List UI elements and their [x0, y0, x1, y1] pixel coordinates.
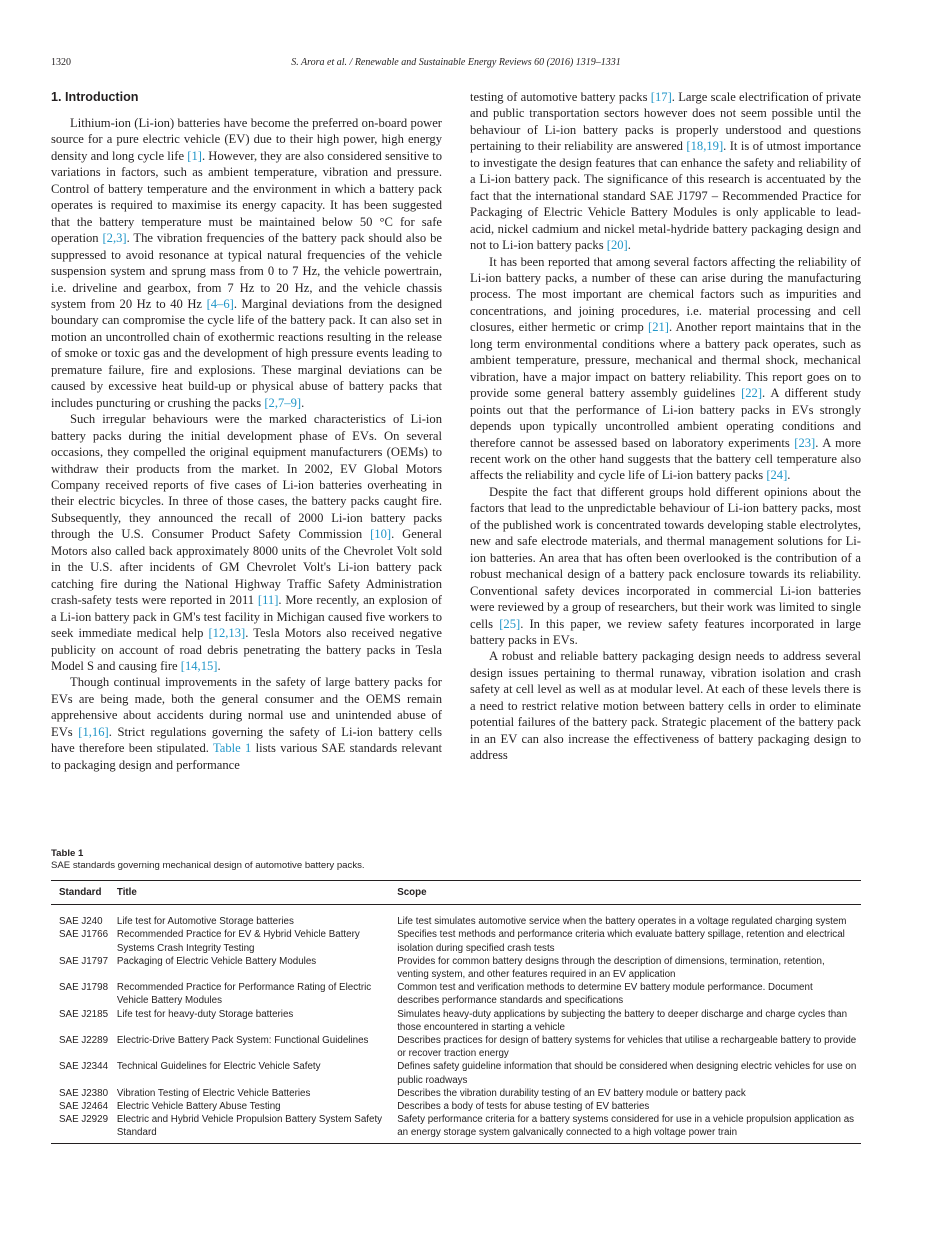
cell-title: Electric Vehicle Battery Abuse Testing: [116, 1101, 281, 1113]
column-header-scope: Scope: [393, 881, 861, 905]
text-run: . Large scale electrification of private and public transportation sectors however does not seem possible until the behaviour of Li-ion battery packs is properly understood and questions pertaining to their reliability are answered: [470, 90, 861, 154]
text-run: . Marginal deviations from the designed boundary can compromise the cycle life of the battery pack. It can also set in motion an uncontrolled chain of exothermic reactions resulting in the release of smoke or toxic gas and the development of high pressure events leading to premature failure, fire and explosions. These marginal deviations can be caused by excessive heat build-up or physical abuse of battery packs that includes puncturing or crushing the packs: [51, 296, 442, 410]
text-run: . However, they are also considered sensitive to variations in factors, such as ambient temperature, vibration and pressure. Control of battery temperature and the environment in which a battery pack operates is required to maximise its energy capacity. It has been suggested that the battery temperature must be maintained below 50 °C for safe operation: [51, 148, 443, 246]
text-run: Though continual improvements in the safety of large battery packs for EVs are being made, both the general consumer and the OEMS remain apprehensive about accidents during normal use and unintended abuse of EVs: [51, 675, 442, 739]
section-title: Introduction: [65, 90, 139, 104]
cell-scope: Life test simulates automotive service when the battery operates in a voltage regulated charging system: [397, 916, 847, 928]
text-run: lists various SAE standards relevant to packaging design and performance: [51, 741, 442, 772]
cell-title: Recommended Practice for Performance Rating of Electric Vehicle Battery Modules: [116, 982, 372, 1007]
table-1: [51, 848, 861, 1144]
section-heading: [51, 89, 442, 105]
citation-link[interactable]: [23]: [794, 435, 816, 450]
text-run: It has been reported that among several factors affecting the reliability of Li-ion battery packs, a number of these can arise during the manufacturing process. The most important are chemical factors such as impurities and concentrations, and joining procedures, i.e. material processing and cell closures, either hermetic or crimp: [470, 254, 861, 335]
table-row: [51, 1100, 861, 1113]
text-run: .: [787, 468, 791, 483]
cell-title: Vibration Testing of Electric Vehicle Batteries: [116, 1087, 311, 1099]
cell-title: Electric and Hybrid Vehicle Propulsion Battery System Safety Standard: [113, 1113, 393, 1143]
text-run: . A more recent work on the other hand suggests that the battery cell temperature also affects the reliability and cycle life of Li-ion battery packs: [470, 435, 861, 483]
text-run: Such irregular behaviours were the marked characteristics of Li-ion battery packs during the initial development phase of EVs. On several occasions, they compelled the original equipment manufacturers (OEMs) to withdraw their products from the market. In 2002, EV Global Motors Company received reports of five cases of Li-ion batteries overheating in their electric bicycles. In three of those cases, the battery packs caught fire. Subsequently, they announced the recall of 2000 Li-ion battery packs through the U.S. Consumer Product Safety Commission: [51, 412, 442, 542]
column-header-title: Title: [113, 881, 393, 905]
paragraph: [51, 674, 442, 773]
paragraph: [470, 254, 861, 484]
text-run: .: [627, 238, 631, 253]
text-run: . Tesla Motors also received negative publicity on account of road debris penetrating the battery packs in Tesla Model S and causing fire: [51, 626, 443, 673]
column-header-standard: Standard: [51, 881, 113, 905]
text-run: . In this paper, we review safety features incorporated in large battery packs in EVs.: [470, 616, 861, 647]
table-row: [51, 1034, 861, 1060]
citation-link[interactable]: [1]: [187, 148, 202, 163]
cell-scope: Specifies test methods and performance criteria which evaluate battery spillage, retention and electrical isolation during specified crash tests: [397, 929, 845, 954]
cell-standard: SAE J1798: [59, 982, 109, 994]
cell-standard: SAE J2380: [59, 1087, 109, 1099]
text-run: . Strict regulations governing the safety of Li-ion battery cells have therefore been stipulated.: [51, 724, 443, 756]
text-run: Despite the fact that different groups hold different opinions about the factors that lead to the unpredictable behaviour of Li-ion battery packs, most of the published work is concentrated towards developing stable electrolytes, new and safe electrode materials, and thermal management solutions for Li-ion batteries. An area that has often been overlooked is the contribution of a robust mechanical design of a battery pack enclosure towards its reliability. Conventional safety devices incorporated in commercial Li-ion batteries were reviewed by a group of researchers, but their work was limited to single cells: [470, 484, 861, 631]
text-run: . General Motors also called back approximately 8000 units of the Chevrolet Volt sold in the U.S. after incidents of GM Chevrolet Volt's Li-ion battery pack catching fire during the National Highway Traffic Safety Administration crash-safety tests were reported in 2011: [51, 527, 442, 608]
text-run: . A different study points out that the performance of Li-ion battery packs in EVs strongly depends upon typically uncontrolled ambient operating conditions and therefore cannot be assessed based on laboratory experiments: [470, 386, 861, 450]
citation-link[interactable]: [17]: [650, 90, 672, 104]
citation-link[interactable]: [10]: [370, 527, 392, 542]
table-body: [51, 905, 861, 1143]
running-header: [51, 56, 861, 70]
cell-standard: SAE J1766: [59, 929, 109, 941]
citation-link[interactable]: [20]: [606, 238, 628, 253]
text-run: . More recently, an explosion of a Li-ion battery pack in GM's test facility in Michigan caused five workers to seek immediate medical help: [51, 593, 442, 641]
cell-scope: Describes a body of tests for abuse testing of EV batteries: [397, 1101, 650, 1113]
cell-scope: Describes the vibration durability testing of an EV battery module or battery pack: [397, 1087, 746, 1099]
citation-link[interactable]: [22]: [741, 386, 763, 401]
citation-link[interactable]: [21]: [648, 320, 669, 335]
cell-standard: SAE J2464: [59, 1101, 109, 1113]
cell-standard: SAE J240: [59, 916, 103, 928]
citation-link[interactable]: [14,15]: [180, 658, 218, 673]
cell-title: Recommended Practice for EV & Hybrid Vehicle Battery Systems Crash Integrity Testing: [116, 929, 360, 954]
text-run: A robust and reliable battery packaging design needs to address several design issues pertaining to thermal runaway, vibration isolation and crash safety at cell level as well as at modular level. At each of these levels there is a need to restrict relative motion between battery cells in order to eliminate potential failures of the battery pack. Strategic placement of the battery pack in an EV can also increase the effectiveness of battery packaging design to address: [470, 649, 861, 763]
cell-title: Life test for Automotive Storage batteries: [116, 916, 294, 928]
citation-link[interactable]: [11]: [257, 593, 279, 608]
cell-title: Packaging of Electric Vehicle Battery Modules: [116, 955, 317, 967]
right-column: [470, 89, 861, 764]
table-label: Table 1: [51, 848, 84, 859]
table-row: [51, 955, 861, 981]
cell-scope: Describes practices for design of battery systems for vehicles that utilise a rechargeable battery to provide or recover traction energy: [397, 1035, 857, 1060]
page-number: 1320: [51, 57, 71, 68]
table-row: [51, 1113, 861, 1143]
paragraph: [470, 89, 861, 254]
paragraph: [51, 411, 442, 674]
cell-standard: SAE J2344: [59, 1061, 109, 1073]
cell-standard: SAE J2289: [59, 1035, 109, 1047]
table-row: [51, 1008, 861, 1034]
citation-link[interactable]: [2,3]: [102, 231, 127, 246]
citation-link[interactable]: [4–6]: [206, 296, 234, 311]
table-row: [51, 981, 861, 1007]
section-number: 1.: [51, 90, 62, 104]
cell-title: Technical Guidelines for Electric Vehicle Safety: [116, 1061, 321, 1073]
text-run: .: [217, 658, 221, 673]
cell-scope: Provides for common battery designs through the description of dimensions, termination, retention, venting system, and other features required in an EV application: [397, 955, 825, 981]
text-run: Lithium-ion (Li-ion) batteries have become the preferred on-board power source for a pure electric vehicle (EV) due to their high power, high energy density and long cycle life: [51, 116, 442, 163]
citation-link[interactable]: [2,7–9]: [264, 395, 302, 410]
cell-standard: SAE J2929: [51, 1113, 113, 1143]
table-caption: SAE standards governing mechanical design of automotive battery packs.: [51, 860, 365, 871]
cell-scope: Simulates heavy-duty applications by subjecting the battery to deeper discharge and charge cycles than those encountered in starting a vehicle: [397, 1008, 848, 1033]
paragraph: [51, 115, 442, 411]
table-row: [51, 1060, 861, 1086]
paragraph: [470, 484, 861, 649]
text-run: .: [301, 395, 305, 410]
text-run: . Another report maintains that in the long term environmental conditions where a battery pack operates, such as ambient temperature, pressure, mechanical and thermal shock, mechanical vibration, have a major impact on battery reliability. This report goes on to provide some general battery assembly guidelines: [470, 320, 861, 401]
text-run: . It is of utmost importance to investigate the design features that can enhance the safety and reliability of a Li-ion battery pack. The significance of this research is accentuated by the fact that the international standard SAE J1797 – Recommended Practice for Packaging of Electric Vehicle Battery Modules is only applicable to lead-acid, nickel cadmium and nickel metal-hydride battery packaging design and not to Li-ion battery packs: [470, 139, 861, 253]
sae-standards-table: [51, 880, 861, 1144]
left-column: [51, 89, 442, 773]
table-row: [51, 905, 861, 929]
cell-scope: Defines safety guideline information that should be considered when designing electric vehicles for use on public roadways: [397, 1061, 857, 1086]
journal-citation: S. Arora et al. / Renewable and Sustainable Energy Reviews 60 (2016) 1319–1331: [291, 57, 621, 68]
citation-link[interactable]: Table 1: [212, 741, 252, 756]
citation-link[interactable]: [18,19]: [686, 139, 724, 154]
cell-title: Electric-Drive Battery Pack System: Functional Guidelines: [116, 1035, 369, 1047]
cell-standard: SAE J2185: [59, 1008, 109, 1020]
paragraph: [470, 648, 861, 763]
cell-scope: Safety performance criteria for a battery systems considered for use in a vehicle propulsion application as an energy storage system galvanically connected to a high voltage power train: [393, 1113, 861, 1143]
table-row: [51, 928, 861, 954]
citation-link[interactable]: [25]: [499, 616, 521, 631]
table-header-row: [51, 881, 861, 905]
cell-title: Life test for heavy-duty Storage batteries: [116, 1008, 294, 1020]
text-run: . The vibration frequencies of the battery pack should also be suppressed to avoid resonance at typical natural frequencies of the vehicle suspension system and sprung mass from 0 to 7 Hz, the vehicle powertrain, i.e. driveline and gearbox, from 7 Hz to 20 Hz, and the vehicle chassis system from 20 Hz to 40 Hz: [51, 231, 442, 311]
table-row: [51, 1087, 861, 1100]
text-run: testing of automotive battery packs: [470, 90, 651, 104]
citation-link[interactable]: [24]: [766, 468, 788, 483]
citation-link[interactable]: [12,13]: [208, 626, 246, 641]
citation-link[interactable]: [1,16]: [78, 724, 109, 739]
cell-scope: Common test and verification methods to determine EV battery module performance. Document describes performance standards and specifications: [397, 982, 813, 1007]
cell-standard: SAE J1797: [59, 955, 109, 967]
